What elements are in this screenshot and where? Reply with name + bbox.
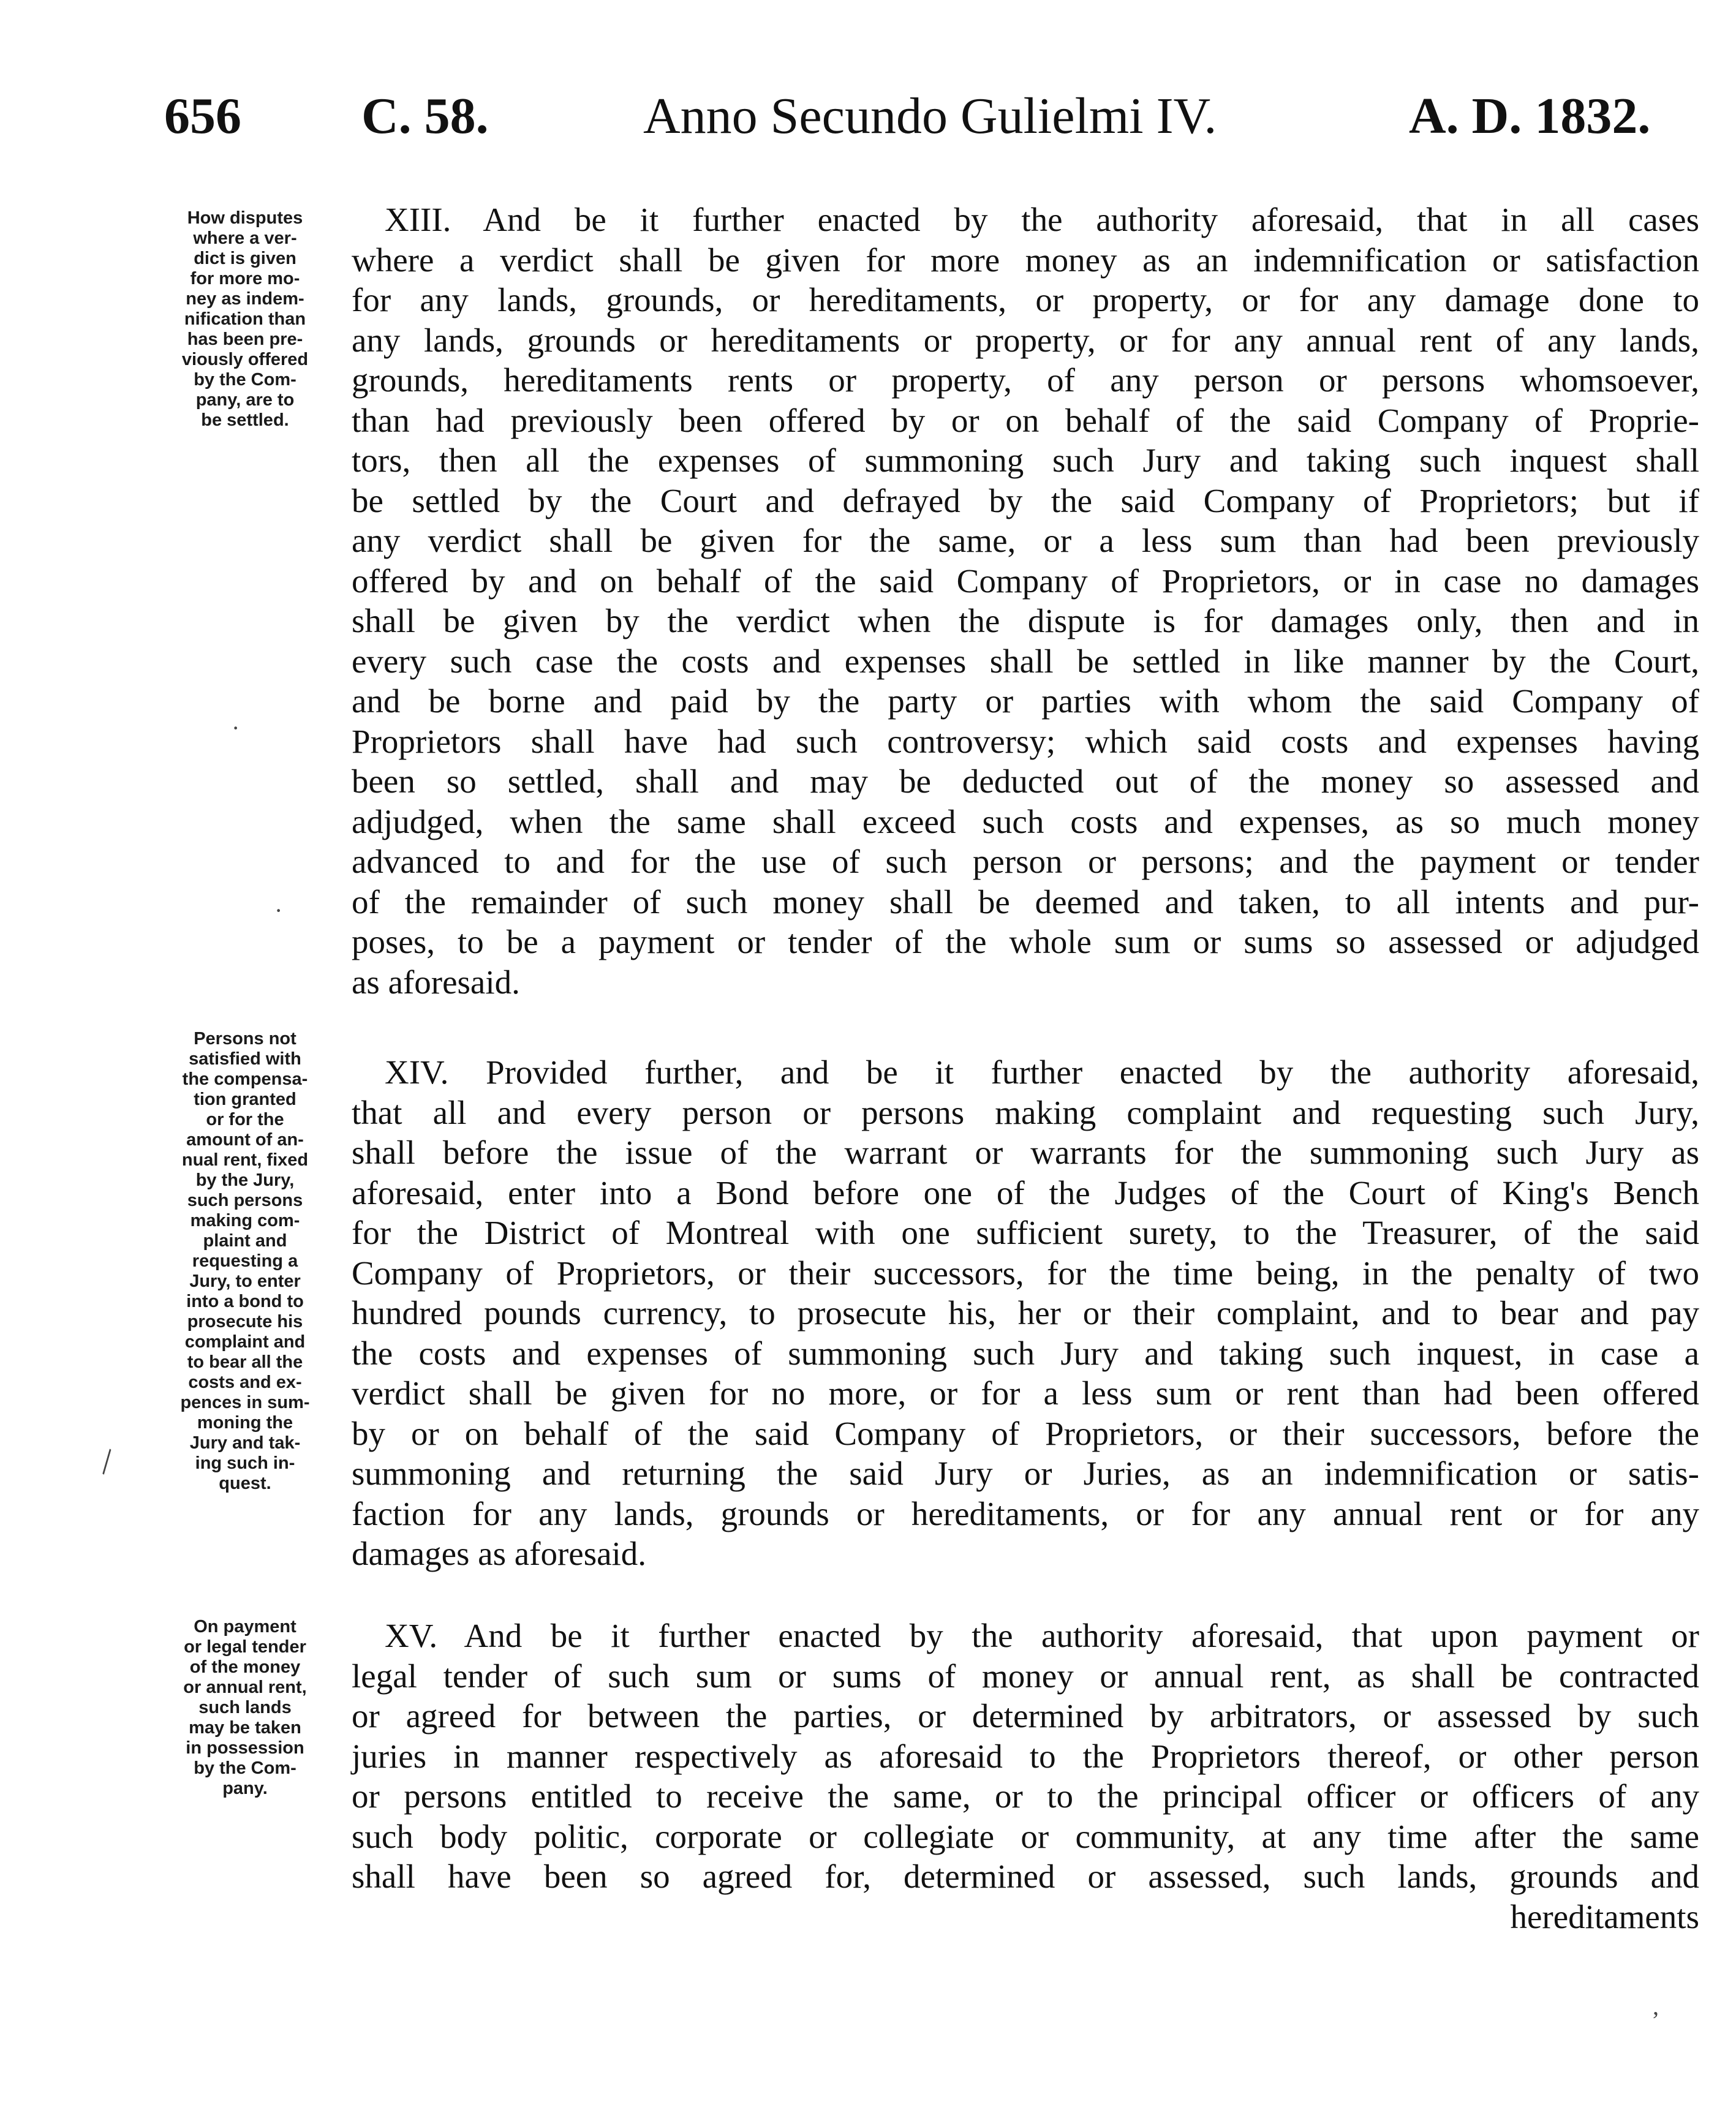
margin-note-line: quest. bbox=[219, 1474, 271, 1493]
text-line: poses, to be a payment or tender of the whole sum or sums so assessed or adjudged bbox=[352, 923, 1699, 960]
text-line: XIV. Provided further, and be it further enacted by the authority aforesaid, bbox=[385, 1053, 1699, 1091]
stray-mark: · bbox=[274, 897, 283, 924]
text-line: for any lands, grounds, or hereditaments, or property, or for any damage done to bbox=[352, 281, 1699, 318]
text-line: for the District of Montreal with one sufficient surety, to the Treasurer, of the said bbox=[352, 1214, 1699, 1251]
running-title: Anno Secundo Gulielmi IV. bbox=[643, 88, 1217, 145]
margin-note-section-15 bbox=[153, 1617, 337, 1799]
margin-note-section-14 bbox=[153, 1029, 337, 1494]
margin-note-line: On payment bbox=[194, 1617, 296, 1637]
margin-note-line: dict is given bbox=[194, 249, 296, 268]
margin-note-line: such lands bbox=[198, 1698, 292, 1717]
text-line: any lands, grounds or hereditaments or property, or for any annual rent of any lands, bbox=[352, 321, 1699, 359]
margin-note-line: or annual rent, bbox=[183, 1678, 307, 1697]
margin-note-line: Jury and tak- bbox=[189, 1433, 301, 1453]
text-line: as aforesaid. bbox=[352, 963, 520, 1001]
text-line: juries in manner respectively as aforesaid to the Proprietors thereof, or other person bbox=[352, 1737, 1699, 1775]
text-line: legal tender of such sum or sums of money or annual rent, as shall be contracted bbox=[352, 1657, 1699, 1695]
text-line: tors, then all the expenses of summoning such Jury and taking such inquest shall bbox=[352, 442, 1699, 479]
text-line: summoning and returning the said Jury or Juries, as an indemnification or satis- bbox=[352, 1455, 1699, 1492]
text-line: of the remainder of such money shall be deemed and taken, to all intents and pur- bbox=[352, 883, 1699, 921]
margin-note-line: such persons bbox=[187, 1191, 303, 1210]
section-14-text bbox=[352, 1052, 1699, 1574]
margin-note-line: How disputes bbox=[187, 208, 303, 228]
margin-note-line: satisfied with bbox=[189, 1049, 301, 1069]
text-line: verdict shall be given for no more, or for a less sum or rent than had been offered bbox=[352, 1374, 1699, 1412]
text-line: shall be given by the verdict when the dispute is for damages only, then and in bbox=[352, 602, 1699, 639]
page-number: 656 bbox=[164, 88, 241, 145]
text-line: be settled by the Court and defrayed by the said Company of Proprietors; but if bbox=[352, 481, 1699, 519]
text-line: offered by and on behalf of the said Company of Proprietors, or in case no damages bbox=[352, 562, 1699, 600]
margin-note-line: be settled. bbox=[201, 410, 289, 430]
text-line: XIII. And be it further enacted by the authority aforesaid, that in all cases bbox=[385, 201, 1699, 238]
text-line: and be borne and paid by the party or parties with whom the said Company of bbox=[352, 682, 1699, 720]
text-line: every such case the costs and expenses shall be settled in like manner by the Court, bbox=[352, 642, 1699, 680]
margin-note-line: or for the bbox=[206, 1110, 284, 1129]
margin-note-line: to bear all the bbox=[187, 1352, 303, 1372]
margin-note-line: of the money bbox=[189, 1657, 301, 1677]
margin-note-line: Persons not bbox=[194, 1029, 296, 1049]
text-line: aforesaid, enter into a Bond before one of the Judges of the Court of King's Bench bbox=[352, 1173, 1699, 1211]
text-line: been so settled, shall and may be deducted out of the money so assessed and bbox=[352, 763, 1699, 800]
margin-note-line: into a bond to bbox=[186, 1292, 304, 1311]
margin-note-line: prosecute his bbox=[187, 1312, 303, 1332]
section-15-text bbox=[352, 1616, 1699, 1937]
margin-note-line: Jury, to enter bbox=[189, 1271, 301, 1291]
margin-note-line: tion granted bbox=[194, 1090, 296, 1109]
text-line: than had previously been offered by or on behalf of the said Company of Proprie- bbox=[352, 401, 1699, 439]
text-line: any verdict shall be given for the same, or a less sum than had been previously bbox=[352, 522, 1699, 559]
margin-note-line: by the Jury, bbox=[195, 1170, 295, 1190]
margin-note-line: moning the bbox=[197, 1413, 293, 1433]
text-line: where a verdict shall be given for more money as an indemnification or satisfaction bbox=[352, 241, 1699, 279]
year-heading: A. D. 1832. bbox=[1409, 88, 1651, 145]
stray-mark: , bbox=[1653, 1992, 1659, 2020]
text-line: Company of Proprietors, or their successors, for the time being, in the penalty of two bbox=[352, 1254, 1699, 1292]
margin-note-line: has been pre- bbox=[187, 330, 303, 349]
section-13-text bbox=[352, 200, 1699, 1002]
text-line: shall have been so agreed for, determined or assessed, such lands, grounds and bbox=[352, 1858, 1699, 1895]
margin-note-line: requesting a bbox=[192, 1251, 298, 1271]
text-line: hundred pounds currency, to prosecute his, her or their complaint, and to bear and pay bbox=[352, 1294, 1699, 1332]
margin-note-line: in possession bbox=[186, 1738, 304, 1758]
margin-note-line: pences in sum- bbox=[180, 1393, 310, 1412]
margin-note-line: may be taken bbox=[189, 1718, 301, 1738]
text-line: or agreed for between the parties, or determined by arbitrators, or assessed by such bbox=[352, 1697, 1699, 1735]
margin-note-section-13 bbox=[153, 208, 337, 431]
margin-note-line: by the Com- bbox=[194, 1758, 296, 1778]
text-line: grounds, hereditaments rents or property, of any person or persons whomsoever, bbox=[352, 361, 1699, 399]
text-line: shall before the issue of the warrant or warrants for the summoning such Jury as bbox=[352, 1134, 1699, 1171]
margin-note-line: plaint and bbox=[203, 1231, 287, 1251]
text-line: advanced to and for the use of such person or persons; and the payment or tender bbox=[352, 843, 1699, 880]
margin-note-line: for more mo- bbox=[190, 269, 300, 288]
text-line: damages as aforesaid. bbox=[352, 1535, 647, 1572]
text-line: XV. And be it further enacted by the authority aforesaid, that upon payment or bbox=[385, 1617, 1699, 1654]
text-line: the costs and expenses of summoning such Jury and taking such inquest, in case a bbox=[352, 1334, 1699, 1372]
margin-note-line: nification than bbox=[184, 309, 306, 329]
margin-note-line: costs and ex- bbox=[188, 1373, 302, 1392]
stray-mark: \ bbox=[91, 1442, 123, 1481]
margin-note-line: making com- bbox=[190, 1211, 300, 1230]
text-line: such body politic, corporate or collegiate or community, at any time after the same bbox=[352, 1817, 1699, 1855]
margin-note-line: nual rent, fixed bbox=[181, 1150, 309, 1170]
text-line: by or on behalf of the said Company of Proprietors, or their successors, before the bbox=[352, 1414, 1699, 1452]
margin-note-line: pany, are to bbox=[195, 390, 295, 410]
text-line: adjudged, when the same shall exceed such costs and expenses, as so much money bbox=[352, 802, 1699, 840]
margin-note-line: ney as indem- bbox=[186, 289, 304, 309]
margin-note-line: pany. bbox=[222, 1779, 268, 1798]
chapter-number: C. 58. bbox=[361, 88, 489, 145]
margin-note-line: amount of an- bbox=[186, 1130, 304, 1150]
margin-note-line: ing such in- bbox=[195, 1453, 295, 1473]
margin-note-line: where a ver- bbox=[193, 228, 297, 248]
margin-note-line: by the Com- bbox=[194, 370, 296, 390]
margin-note-line: complaint and bbox=[184, 1332, 306, 1352]
margin-note-line: the compensa- bbox=[182, 1069, 308, 1089]
text-line: faction for any lands, grounds or hereditaments, or for any annual rent or for any bbox=[352, 1494, 1699, 1532]
margin-note-line: or legal tender bbox=[184, 1637, 306, 1657]
text-line: that all and every person or persons making complaint and requesting such Jury, bbox=[352, 1093, 1699, 1131]
margin-note-line: viously offered bbox=[181, 350, 309, 369]
stray-mark: · bbox=[232, 714, 240, 742]
text-line: or persons entitled to receive the same, or to the principal officer or officers of any bbox=[352, 1777, 1699, 1815]
text-line: Proprietors shall have had such controversy; which said costs and expenses having bbox=[352, 722, 1699, 760]
catchword: hereditaments bbox=[1510, 1897, 1699, 1935]
